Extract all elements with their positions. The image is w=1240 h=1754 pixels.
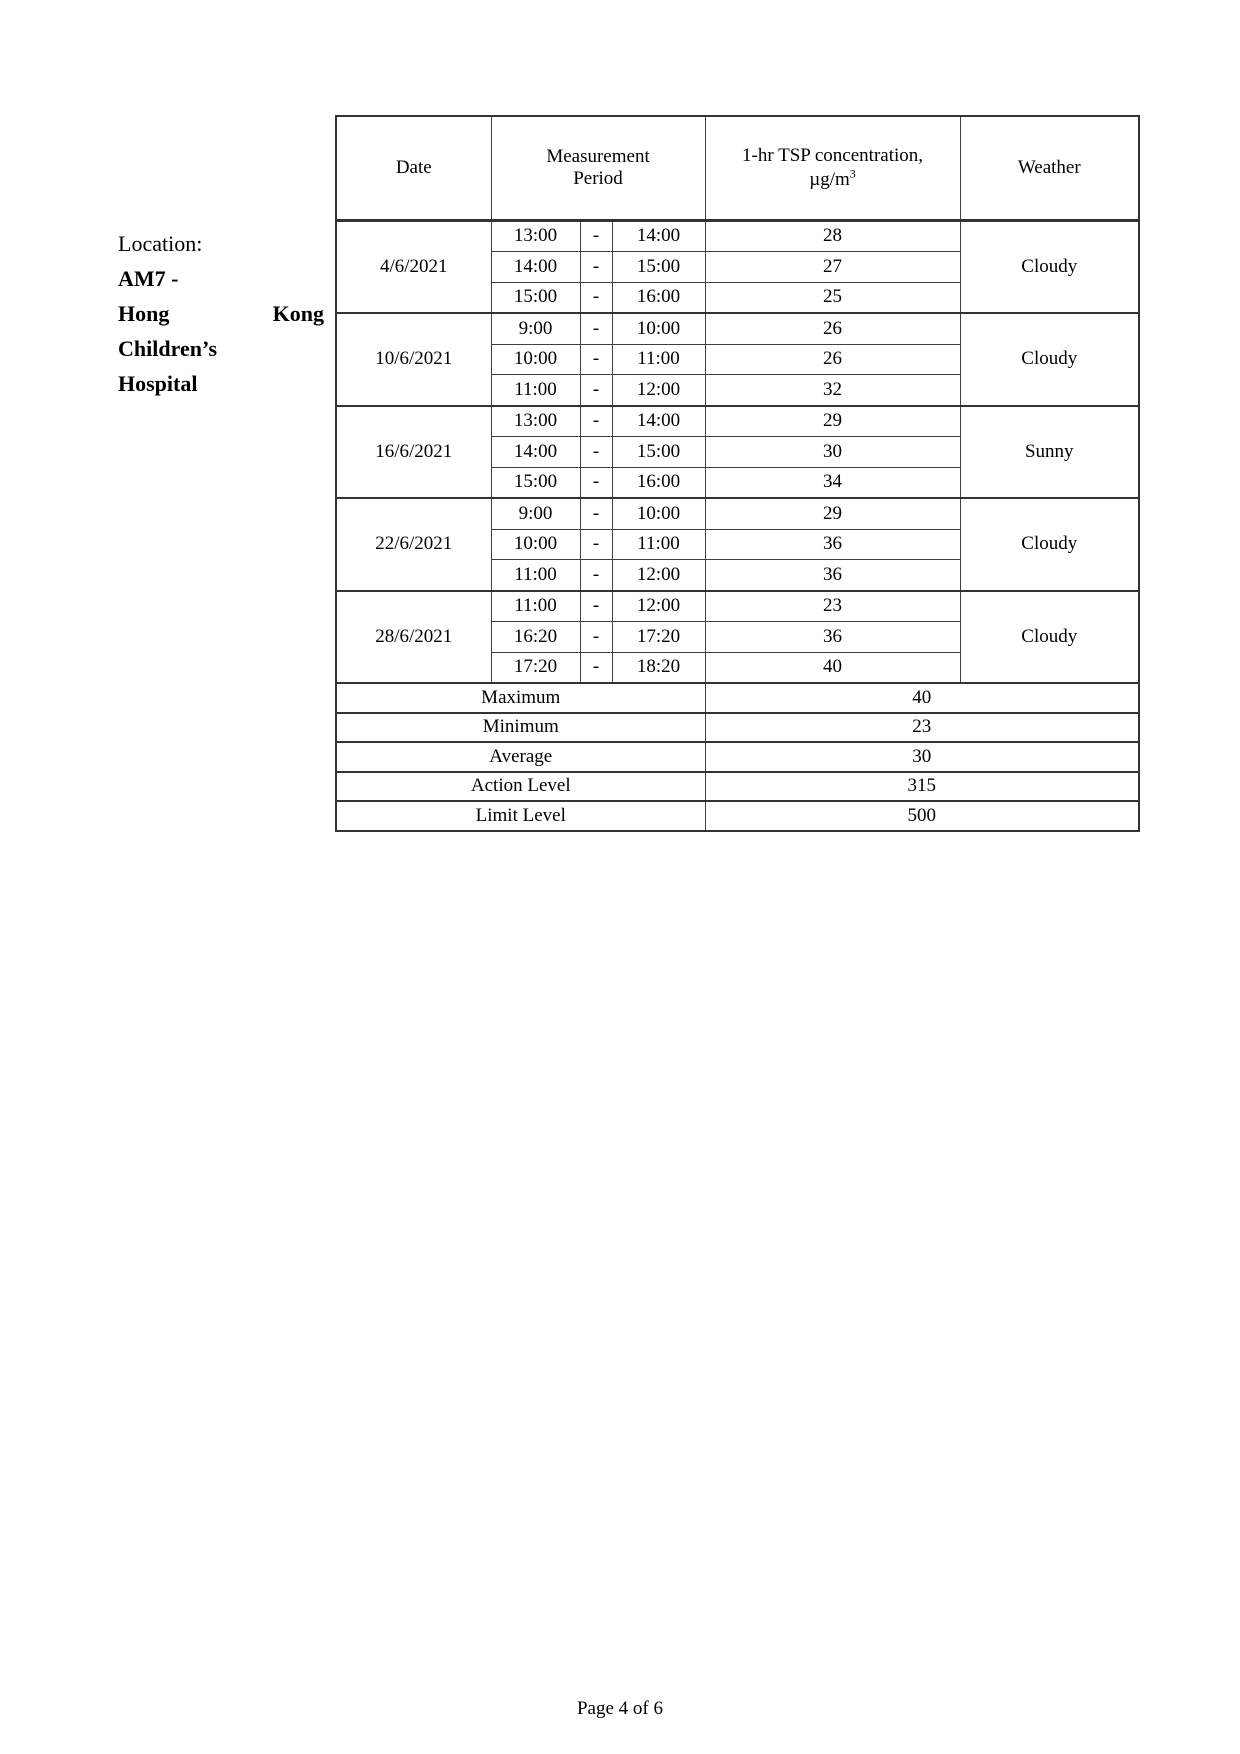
weather-cell: Cloudy bbox=[960, 498, 1139, 591]
summary-row bbox=[336, 801, 1139, 831]
period-end-cell: 16:00 bbox=[612, 282, 705, 313]
header-tsp-unit: µg/m bbox=[809, 168, 850, 190]
summary-label-cell: Minimum bbox=[336, 713, 705, 743]
period-dash-cell: - bbox=[580, 560, 612, 591]
tsp-value-cell: 34 bbox=[705, 467, 960, 498]
header-tsp-line1: 1-hr TSP concentration, bbox=[742, 145, 924, 166]
tsp-value-cell: 26 bbox=[705, 344, 960, 375]
summary-label-cell: Maximum bbox=[336, 683, 705, 713]
period-end-cell: 10:00 bbox=[612, 313, 705, 344]
summary-row bbox=[336, 742, 1139, 772]
period-dash-cell: - bbox=[580, 591, 612, 622]
period-dash-cell: - bbox=[580, 252, 612, 283]
location-line-hong-kong bbox=[118, 296, 324, 331]
measurement-row bbox=[336, 498, 1139, 529]
header-weather: Weather bbox=[960, 116, 1139, 220]
date-cell: 28/6/2021 bbox=[336, 591, 491, 684]
header-tsp-unit-exponent: 3 bbox=[849, 166, 856, 181]
period-dash-cell: - bbox=[580, 622, 612, 653]
tsp-value-cell: 36 bbox=[705, 622, 960, 653]
period-end-cell: 15:00 bbox=[612, 437, 705, 468]
summary-row bbox=[336, 713, 1139, 743]
period-start-cell: 9:00 bbox=[491, 313, 580, 344]
tsp-value-cell: 27 bbox=[705, 252, 960, 283]
header-tsp-line2 bbox=[706, 168, 960, 192]
period-end-cell: 12:00 bbox=[612, 375, 705, 406]
period-start-cell: 11:00 bbox=[491, 375, 580, 406]
period-end-cell: 10:00 bbox=[612, 498, 705, 529]
header-date: Date bbox=[336, 116, 491, 220]
measurement-row bbox=[336, 406, 1139, 437]
period-end-cell: 14:00 bbox=[612, 220, 705, 252]
period-start-cell: 14:00 bbox=[491, 437, 580, 468]
tsp-value-cell: 26 bbox=[705, 313, 960, 344]
period-start-cell: 14:00 bbox=[491, 252, 580, 283]
period-start-cell: 11:00 bbox=[491, 591, 580, 622]
summary-value-cell: 30 bbox=[705, 742, 1139, 772]
tsp-value-cell: 28 bbox=[705, 220, 960, 252]
period-end-cell: 17:20 bbox=[612, 622, 705, 653]
period-end-cell: 18:20 bbox=[612, 652, 705, 683]
summary-value-cell: 40 bbox=[705, 683, 1139, 713]
period-start-cell: 10:00 bbox=[491, 529, 580, 560]
period-dash-cell: - bbox=[580, 498, 612, 529]
tsp-value-cell: 30 bbox=[705, 437, 960, 468]
period-end-cell: 16:00 bbox=[612, 467, 705, 498]
page-footer: Page 4 of 6 bbox=[576, 1698, 663, 1719]
period-dash-cell: - bbox=[580, 375, 612, 406]
summary-value-cell: 315 bbox=[705, 772, 1139, 802]
period-dash-cell: - bbox=[580, 313, 612, 344]
weather-cell: Cloudy bbox=[960, 313, 1139, 406]
header-tsp-concentration bbox=[705, 116, 960, 220]
date-cell: 22/6/2021 bbox=[336, 498, 491, 591]
location-word-hong: Hong bbox=[118, 301, 170, 326]
summary-value-cell: 23 bbox=[705, 713, 1139, 743]
period-start-cell: 10:00 bbox=[491, 344, 580, 375]
summary-label-cell: Average bbox=[336, 742, 705, 772]
location-station-id: AM7 - bbox=[118, 266, 179, 291]
location-line-hospital: Hospital bbox=[118, 371, 198, 396]
tsp-value-cell: 36 bbox=[705, 529, 960, 560]
header-measurement-period bbox=[491, 116, 705, 220]
period-dash-cell: - bbox=[580, 282, 612, 313]
period-start-cell: 13:00 bbox=[491, 406, 580, 437]
table-body bbox=[336, 220, 1139, 831]
period-end-cell: 12:00 bbox=[612, 560, 705, 591]
summary-value-cell: 500 bbox=[705, 801, 1139, 831]
period-start-cell: 15:00 bbox=[491, 467, 580, 498]
period-start-cell: 16:20 bbox=[491, 622, 580, 653]
summary-row bbox=[336, 683, 1139, 713]
period-dash-cell: - bbox=[580, 344, 612, 375]
period-dash-cell: - bbox=[580, 529, 612, 560]
period-end-cell: 12:00 bbox=[612, 591, 705, 622]
weather-cell: Cloudy bbox=[960, 591, 1139, 684]
period-dash-cell: - bbox=[580, 467, 612, 498]
period-start-cell: 9:00 bbox=[491, 498, 580, 529]
summary-label-cell: Action Level bbox=[336, 772, 705, 802]
tsp-value-cell: 29 bbox=[705, 406, 960, 437]
date-cell: 16/6/2021 bbox=[336, 406, 491, 499]
period-dash-cell: - bbox=[580, 652, 612, 683]
measurement-row bbox=[336, 220, 1139, 252]
period-start-cell: 11:00 bbox=[491, 560, 580, 591]
date-cell: 4/6/2021 bbox=[336, 220, 491, 313]
period-start-cell: 15:00 bbox=[491, 282, 580, 313]
location-word-kong: Kong bbox=[272, 301, 324, 326]
summary-label-cell: Limit Level bbox=[336, 801, 705, 831]
period-end-cell: 14:00 bbox=[612, 406, 705, 437]
tsp-value-cell: 40 bbox=[705, 652, 960, 683]
period-end-cell: 15:00 bbox=[612, 252, 705, 283]
tsp-value-cell: 32 bbox=[705, 375, 960, 406]
weather-cell: Cloudy bbox=[960, 220, 1139, 313]
period-dash-cell: - bbox=[580, 406, 612, 437]
period-end-cell: 11:00 bbox=[612, 529, 705, 560]
measurement-table bbox=[335, 115, 1140, 832]
tsp-value-cell: 36 bbox=[705, 560, 960, 591]
period-dash-cell: - bbox=[580, 220, 612, 252]
location-block bbox=[118, 226, 324, 401]
period-dash-cell: - bbox=[580, 437, 612, 468]
tsp-value-cell: 25 bbox=[705, 282, 960, 313]
period-start-cell: 13:00 bbox=[491, 220, 580, 252]
date-cell: 10/6/2021 bbox=[336, 313, 491, 406]
tsp-value-cell: 23 bbox=[705, 591, 960, 622]
weather-cell: Sunny bbox=[960, 406, 1139, 499]
measurement-row bbox=[336, 591, 1139, 622]
table-header bbox=[336, 116, 1139, 220]
header-measurement-period-label: Measurement Period bbox=[546, 145, 650, 189]
location-line-childrens: Children’s bbox=[118, 336, 218, 361]
tsp-value-cell: 29 bbox=[705, 498, 960, 529]
location-label: Location: bbox=[118, 231, 203, 256]
period-start-cell: 17:20 bbox=[491, 652, 580, 683]
measurement-row bbox=[336, 313, 1139, 344]
summary-row bbox=[336, 772, 1139, 802]
period-end-cell: 11:00 bbox=[612, 344, 705, 375]
